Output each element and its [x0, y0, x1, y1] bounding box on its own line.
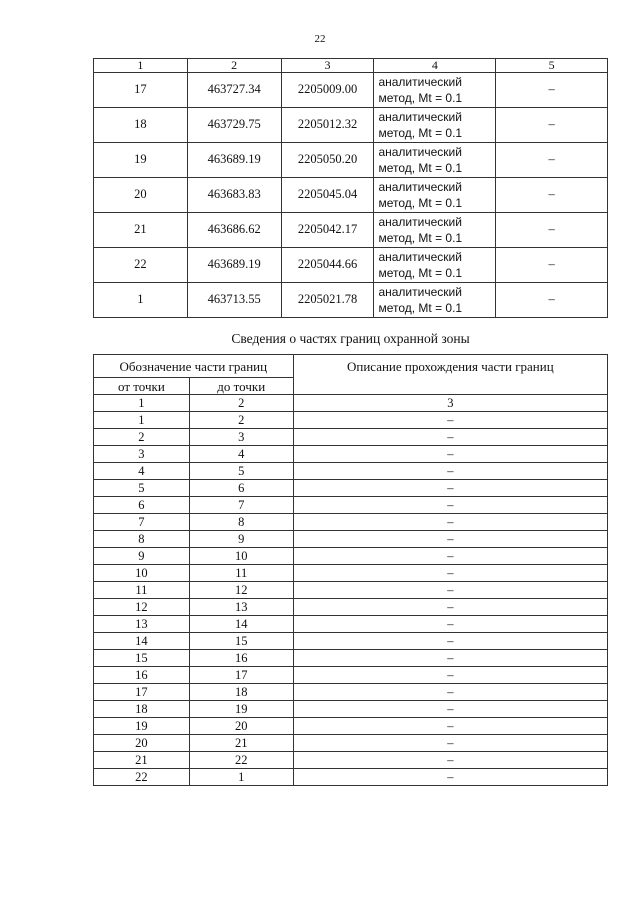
from-point: 16 — [94, 667, 190, 684]
section-title: Сведения о частях границ охранной зоны — [231, 331, 470, 346]
method-cell — [374, 73, 496, 108]
to-point: 2 — [189, 412, 293, 429]
to-point: 8 — [189, 514, 293, 531]
to-point: 7 — [189, 497, 293, 514]
from-point: 12 — [94, 599, 190, 616]
boundary-description: – — [293, 446, 607, 463]
to-point: 11 — [189, 565, 293, 582]
boundary-description: – — [293, 565, 607, 582]
from-point: 14 — [94, 633, 190, 650]
to-point: 18 — [189, 684, 293, 701]
column-number-3: 3 — [281, 59, 374, 73]
note-cell: – — [496, 248, 608, 283]
method-line-2: метод, Mt = 0.1 — [378, 196, 463, 210]
coordinate-row — [94, 73, 608, 108]
x-coordinate: 463727.34 — [187, 73, 281, 108]
method-cell — [374, 283, 496, 318]
boundary-description: – — [293, 735, 607, 752]
from-point: 6 — [94, 497, 190, 514]
column-number-1: 1 — [94, 59, 188, 73]
coordinate-row — [94, 283, 608, 318]
boundary-part-row — [94, 718, 608, 735]
from-point: 4 — [94, 463, 190, 480]
x-coordinate: 463689.19 — [187, 248, 281, 283]
y-coordinate: 2205050.20 — [281, 143, 374, 178]
boundary-part-row — [94, 684, 608, 701]
from-point: 18 — [94, 701, 190, 718]
from-point: 11 — [94, 582, 190, 599]
coordinate-row — [94, 213, 608, 248]
to-point: 6 — [189, 480, 293, 497]
note-cell: – — [496, 143, 608, 178]
column-number-5: 5 — [496, 59, 608, 73]
boundary-part-row — [94, 480, 608, 497]
point-number: 1 — [94, 283, 188, 318]
page-number: 22 — [314, 33, 326, 45]
to-point: 16 — [189, 650, 293, 667]
x-coordinate: 463713.55 — [187, 283, 281, 318]
from-point: 9 — [94, 548, 190, 565]
y-coordinate: 2205009.00 — [281, 73, 374, 108]
to-point: 15 — [189, 633, 293, 650]
from-point: 21 — [94, 752, 190, 769]
to-point: 22 — [189, 752, 293, 769]
method-line-1: аналитический — [378, 110, 462, 124]
boundary-part-row — [94, 548, 608, 565]
coordinates-table — [93, 58, 608, 318]
parts-header-row — [94, 355, 608, 378]
boundary-description: – — [293, 616, 607, 633]
method-line-1: аналитический — [378, 215, 462, 229]
from-point: 5 — [94, 480, 190, 497]
boundary-part-row — [94, 514, 608, 531]
boundary-description-header: Описание прохождения части границ — [293, 355, 607, 395]
to-point: 3 — [189, 429, 293, 446]
boundary-description: – — [293, 514, 607, 531]
point-number: 20 — [94, 178, 188, 213]
boundary-part-designation-header: Обозначение части границ — [94, 355, 294, 378]
method-line-2: метод, Mt = 0.1 — [378, 266, 463, 280]
to-point: 21 — [189, 735, 293, 752]
boundary-part-row — [94, 412, 608, 429]
boundary-description: – — [293, 412, 607, 429]
method-cell — [374, 143, 496, 178]
note-cell: – — [496, 178, 608, 213]
note-cell: – — [496, 108, 608, 143]
boundary-description: – — [293, 667, 607, 684]
to-point: 12 — [189, 582, 293, 599]
boundary-part-row — [94, 497, 608, 514]
point-number: 19 — [94, 143, 188, 178]
y-coordinate: 2205042.17 — [281, 213, 374, 248]
boundary-description: – — [293, 429, 607, 446]
boundary-part-row — [94, 633, 608, 650]
to-point: 5 — [189, 463, 293, 480]
column-number-2: 2 — [187, 59, 281, 73]
from-point: 15 — [94, 650, 190, 667]
to-point: 14 — [189, 616, 293, 633]
boundary-part-row — [94, 616, 608, 633]
boundary-description: – — [293, 633, 607, 650]
to-point: 20 — [189, 718, 293, 735]
coordinate-row — [94, 248, 608, 283]
to-point: 1 — [189, 769, 293, 786]
boundary-part-row — [94, 599, 608, 616]
from-point: 13 — [94, 616, 190, 633]
method-line-1: аналитический — [378, 285, 462, 299]
method-cell — [374, 248, 496, 283]
to-point: 4 — [189, 446, 293, 463]
boundary-part-row — [94, 701, 608, 718]
boundary-description: – — [293, 752, 607, 769]
from-point: 3 — [94, 446, 190, 463]
y-coordinate: 2205012.32 — [281, 108, 374, 143]
parts-numbering-row — [94, 395, 608, 412]
method-line-2: метод, Mt = 0.1 — [378, 231, 463, 245]
boundary-description: – — [293, 480, 607, 497]
method-line-1: аналитический — [378, 180, 462, 194]
method-line-2: метод, Mt = 0.1 — [378, 91, 463, 105]
from-point: 7 — [94, 514, 190, 531]
to-point-header: до точки — [189, 378, 293, 395]
boundary-part-row — [94, 463, 608, 480]
x-coordinate: 463686.62 — [187, 213, 281, 248]
method-cell — [374, 213, 496, 248]
note-cell: – — [496, 73, 608, 108]
numbering-cell-2: 2 — [189, 395, 293, 412]
from-point: 17 — [94, 684, 190, 701]
point-number: 21 — [94, 213, 188, 248]
boundary-part-row — [94, 565, 608, 582]
from-point: 1 — [94, 412, 190, 429]
method-line-2: метод, Mt = 0.1 — [378, 301, 463, 315]
coordinate-row — [94, 143, 608, 178]
method-line-2: метод, Mt = 0.1 — [378, 126, 463, 140]
to-point: 19 — [189, 701, 293, 718]
point-number: 18 — [94, 108, 188, 143]
method-line-1: аналитический — [378, 145, 462, 159]
boundary-description: – — [293, 582, 607, 599]
boundary-description: – — [293, 531, 607, 548]
method-line-2: метод, Mt = 0.1 — [378, 161, 463, 175]
coordinates-header-row — [94, 59, 608, 73]
boundary-part-row — [94, 667, 608, 684]
column-number-4: 4 — [374, 59, 496, 73]
method-line-1: аналитический — [378, 250, 462, 264]
to-point: 10 — [189, 548, 293, 565]
point-number: 22 — [94, 248, 188, 283]
boundary-description: – — [293, 684, 607, 701]
from-point: 22 — [94, 769, 190, 786]
method-cell — [374, 178, 496, 213]
boundary-part-row — [94, 650, 608, 667]
x-coordinate: 463683.83 — [187, 178, 281, 213]
method-cell — [374, 108, 496, 143]
numbering-cell-3: 3 — [293, 395, 607, 412]
from-point: 20 — [94, 735, 190, 752]
method-line-1: аналитический — [378, 75, 462, 89]
from-point: 10 — [94, 565, 190, 582]
note-cell: – — [496, 213, 608, 248]
y-coordinate: 2205045.04 — [281, 178, 374, 213]
y-coordinate: 2205021.78 — [281, 283, 374, 318]
boundary-description: – — [293, 701, 607, 718]
boundary-description: – — [293, 650, 607, 667]
boundary-description: – — [293, 599, 607, 616]
boundary-description: – — [293, 718, 607, 735]
boundary-description: – — [293, 548, 607, 565]
x-coordinate: 463689.19 — [187, 143, 281, 178]
to-point: 17 — [189, 667, 293, 684]
from-point: 2 — [94, 429, 190, 446]
boundary-part-row — [94, 429, 608, 446]
to-point: 9 — [189, 531, 293, 548]
from-point-header: от точки — [94, 378, 190, 395]
boundary-parts-table — [93, 354, 608, 786]
boundary-description: – — [293, 463, 607, 480]
y-coordinate: 2205044.66 — [281, 248, 374, 283]
point-number: 17 — [94, 73, 188, 108]
boundary-part-row — [94, 735, 608, 752]
boundary-part-row — [94, 446, 608, 463]
boundary-part-row — [94, 752, 608, 769]
from-point: 8 — [94, 531, 190, 548]
boundary-part-row — [94, 582, 608, 599]
x-coordinate: 463729.75 — [187, 108, 281, 143]
numbering-cell-1: 1 — [94, 395, 190, 412]
note-cell: – — [496, 283, 608, 318]
boundary-part-row — [94, 769, 608, 786]
to-point: 13 — [189, 599, 293, 616]
from-point: 19 — [94, 718, 190, 735]
boundary-description: – — [293, 497, 607, 514]
coordinate-row — [94, 178, 608, 213]
boundary-part-row — [94, 531, 608, 548]
boundary-description: – — [293, 769, 607, 786]
coordinate-row — [94, 108, 608, 143]
